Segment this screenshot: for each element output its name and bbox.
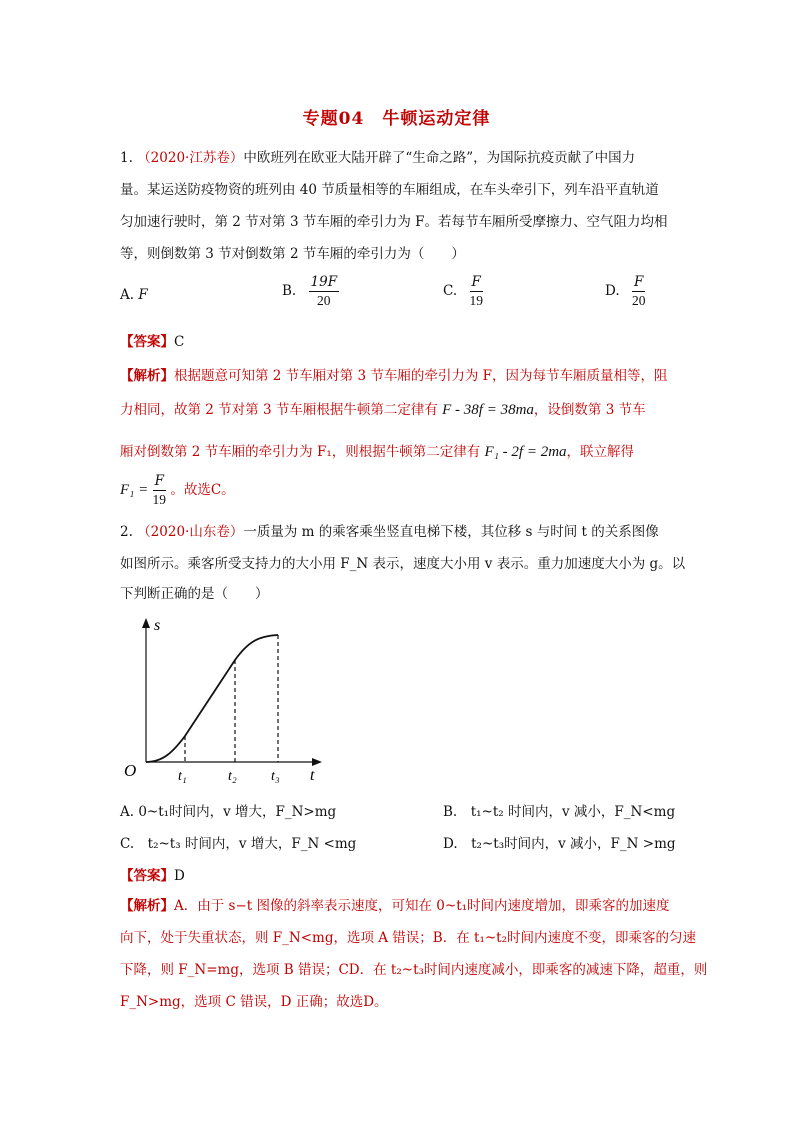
q1-option-d-label: D.: [605, 283, 620, 299]
q2-answer-value: D: [174, 868, 185, 884]
x-axis-arrow: [312, 758, 322, 766]
q2-line-1: [120, 520, 659, 540]
q1-line-1: [120, 146, 635, 166]
t2-label: t₂: [228, 769, 237, 784]
q1-analysis-label: 【解析】: [120, 368, 174, 384]
origin-label: O: [124, 761, 137, 780]
y-axis-arrow: [142, 618, 150, 628]
q1-option-b-label: B.: [282, 283, 297, 299]
y-axis-label: s: [154, 617, 161, 634]
q1-option-d: [605, 273, 645, 310]
q1-option-b: [282, 273, 339, 310]
q1-result-lhs: F₁ =: [120, 482, 149, 498]
q2-text-3: 下判断正确的是（ ）: [120, 586, 269, 602]
q2-option-d: D. t₂~t₃时间内，v 减小，F_N >mg: [443, 836, 676, 852]
q2-option-b: B. t₁~t₂ 时间内，v 减小，F_N<mg: [443, 804, 676, 820]
q1-option-d-num: F: [634, 274, 644, 290]
q1-option-c-num: F: [471, 274, 481, 290]
q1-option-b-den: 20: [317, 293, 331, 308]
q1-text-1: 中欧班列在欧亚大陆开辟了“生命之路”，为国际抗疫贡献了中国力: [243, 150, 636, 166]
q1-option-b-fraction: [309, 273, 340, 310]
q1-option-b-num: 19F: [310, 274, 338, 290]
page-title: 专题04 牛顿运动定律: [302, 109, 491, 129]
q1-result-den: 19: [152, 492, 167, 507]
q1-answer-value: C: [174, 334, 185, 350]
q1-equation-2: F₁ - 2f = 2ma: [484, 444, 567, 460]
q1-analysis-text-3a: 厢对倒数第 2 节车厢的牵引力为 F₁，则根据牛顿第二定律有: [120, 444, 481, 460]
s-t-graph: [118, 612, 334, 784]
q1-option-c-fraction: [469, 273, 483, 310]
q1-analysis-text-1: 根据题意可知第 2 节车厢对第 3 节车厢的牵引力为 F，因为每节车厢质量相等，阻: [174, 368, 668, 384]
q1-option-d-fraction: [632, 273, 646, 310]
q1-analysis-text-4b: 。故选C。: [170, 482, 235, 498]
q1-source: （2020·江苏卷）: [137, 150, 244, 166]
q1-option-a-label: A.: [120, 287, 135, 303]
q2-source: （2020·山东卷）: [137, 524, 244, 540]
q1-option-c: [443, 273, 483, 310]
s-t-curve: [146, 635, 278, 762]
q1-result-num: F: [154, 473, 164, 489]
q2-option-c: C. t₂~t₃ 时间内，v 增大，F_N <mg: [120, 836, 357, 852]
q1-analysis-4: [120, 472, 235, 509]
q1-option-d-den: 20: [631, 293, 646, 308]
q2-option-a: A. 0~t₁时间内，v 增大，F_N>mg: [120, 804, 337, 820]
q2-analysis-4: F_N>mg，选项 C 错误，D 正确；故选D。: [120, 994, 388, 1010]
q1-answer-label: 【答案】: [120, 334, 174, 350]
t1-label: t₁: [178, 769, 187, 784]
q1-equation-1: F - 38f = 38ma: [442, 402, 534, 418]
q1-analysis-text-2b: ，设倒数第 3 节车: [533, 402, 646, 418]
q2-analysis-3: 下降，则 F_N=mg，选项 B 错误；CD．在 t₂~t₃时间内速度减小，即乘客的减速下降，超重，则: [120, 962, 708, 978]
q1-option-a: [120, 287, 148, 303]
q1-answer: [120, 330, 184, 350]
t3-label: t₃: [271, 769, 280, 784]
q2-answer: [120, 864, 185, 884]
q1-option-c-den: 19: [469, 293, 483, 308]
q1-number: 1.: [120, 150, 133, 166]
q2-analysis-label: 【解析】: [120, 898, 174, 914]
q2-analysis-1: [120, 894, 670, 914]
q2-text-2: 如图所示。乘客所受支持力的大小用 F_N 表示，速度大小用 v 表示。重力加速度大小为 g。以: [120, 556, 686, 572]
q1-text-2: 量。某运送防疫物资的班列由 40 节质量相等的车厢组成，在车头牵引下，列车沿平直轨道: [120, 182, 659, 198]
q1-analysis-text-2a: 力相同，故第 2 节对第 3 节车厢根据牛顿第二定律有: [120, 402, 438, 418]
q1-option-a-value: F: [138, 287, 148, 303]
x-axis-label: t: [310, 767, 315, 784]
q1-analysis-text-3b: ，联立解得: [566, 444, 635, 460]
q2-answer-label: 【答案】: [120, 868, 174, 884]
q1-option-c-label: C.: [443, 283, 458, 299]
q2-analysis-text-1: A．由于 s−t 图像的斜率表示速度，可知在 0~t₁时间内速度增加，即乘客的加速度: [174, 898, 670, 914]
q2-text-1: 一质量为 m 的乘客乘坐竖直电梯下楼，其位移 s 与时间 t 的关系图像: [243, 524, 659, 540]
q1-text-3: 匀加速行驶时，第 2 节对第 3 节车厢的牵引力为 F。若每节车厢所受摩擦力、空气阻力均相: [120, 214, 668, 230]
q1-analysis-3: [120, 440, 634, 461]
q2-analysis-2: 向下，处于失重状态，则 F_N<mg，选项 A 错误；B．在 t₁~t₂时间内速度不变，即乘客的匀速: [120, 930, 697, 946]
q1-analysis-1: [120, 364, 668, 384]
q1-analysis-2: [120, 398, 646, 419]
q2-number: 2.: [120, 524, 133, 540]
q1-text-4: 等，则倒数第 3 节对倒数第 2 节车厢的牵引力为（ ）: [120, 246, 465, 262]
q1-result-fraction: [153, 472, 167, 509]
